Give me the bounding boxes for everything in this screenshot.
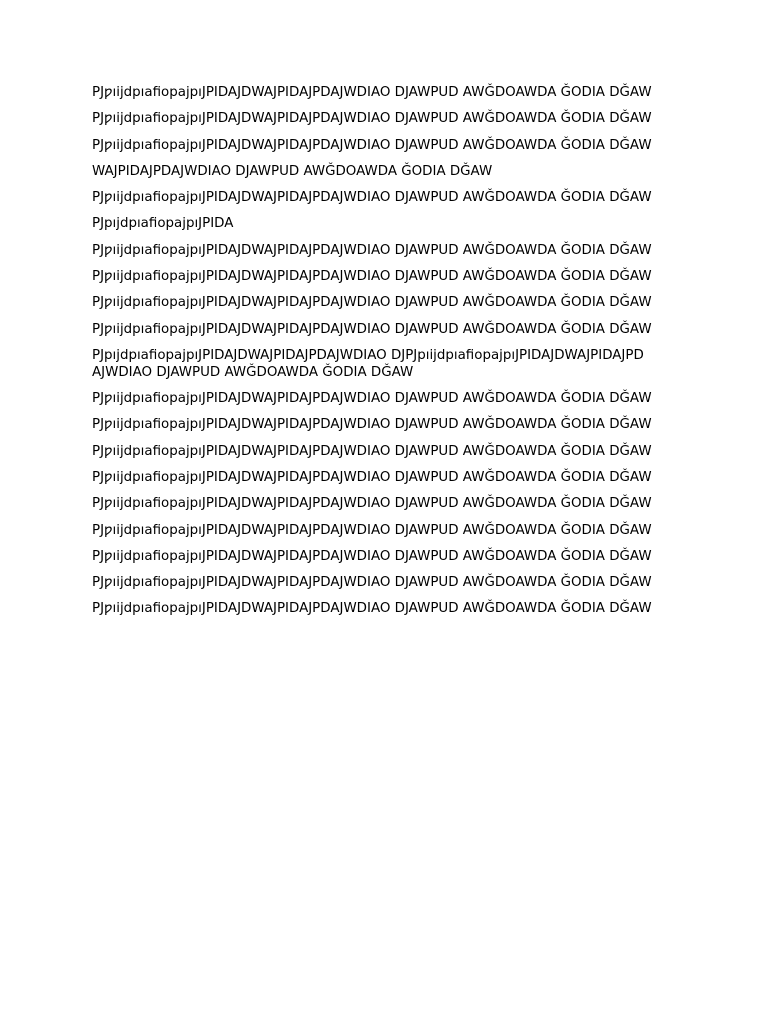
paragraph-19: PJƿıijdpıafiopajpıJPIDAJDWAJPIDAJPDAJWDIAO DJAWPUD AWǦDOAWDA ǦODIA DǦAW — [92, 575, 652, 591]
paragraph-5: PJƿıijdpıafiopajpıJPIDAJDWAJPIDAJPDAJWDIAO DJAWPUD AWǦDOAWDA ǦODIA DǦAW — [92, 190, 652, 206]
paragraph-18: PJƿıijdpıafiopajpıJPIDAJDWAJPIDAJPDAJWDIAO DJAWPUD AWǦDOAWDA ǦODIA DǦAW — [92, 548, 652, 564]
paragraph-11: PJpıjdpıafiopajpıJPIDAJDWAJPIDAJPDAJWDIAO DJPJpıijdpıafiopajpıJPIDAJDWAJPIDAJPDAJWDIAO DJAWPUD AWǦDOAWDA ǦODIA DǦAW — [92, 347, 644, 380]
paragraph-3: PJƿıijdpıafiopajpıJPIDAJDWAJPIDAJPDAJWDIAO DJAWPUD AWǦDOAWDA ǦODIA DǦAW — [92, 137, 652, 153]
paragraph-2: PJƿıijdpıafiopajpıJPIDAJDWAJPIDAJPDAJWDIAO DJAWPUD AWǦDOAWDA ǦODIA DǦAW — [92, 111, 652, 127]
paragraph-6: PJpıjdpıafiopajpıJPIDA — [92, 216, 234, 232]
paragraph-7: PJƿıijdpıafiopajpıJPIDAJDWAJPIDAJPDAJWDIAO DJAWPUD AWǦDOAWDA ǦODIA DǦAW — [92, 242, 652, 258]
paragraph-4: WAJPIDAJPDAJWDIAO DJAWPUD AWǦDOAWDA ǦODIA DǦAW — [92, 163, 493, 179]
paragraph-12: PJƿıijdpıafiopajpıJPIDAJDWAJPIDAJPDAJWDIAO DJAWPUD AWǦDOAWDA ǦODIA DǦAW — [92, 391, 652, 407]
paragraph-13: PJƿıijdpıafiopajpıJPIDAJDWAJPIDAJPDAJWDIAO DJAWPUD AWǦDOAWDA ǦODIA DǦAW — [92, 417, 652, 433]
paragraph-8: PJƿıijdpıafiopajpıJPIDAJDWAJPIDAJPDAJWDIAO DJAWPUD AWǦDOAWDA ǦODIA DǦAW — [92, 269, 652, 285]
paragraph-20: PJƿıijdpıafiopajpıJPIDAJDWAJPIDAJPDAJWDIAO DJAWPUD AWǦDOAWDA ǦODIA DǦAW — [92, 601, 652, 617]
paragraph-15: PJƿıijdpıafiopajpıJPIDAJDWAJPIDAJPDAJWDIAO DJAWPUD AWǦDOAWDA ǦODIA DǦAW — [92, 469, 652, 485]
paragraph-9: PJƿıijdpıafiopajpıJPIDAJDWAJPIDAJPDAJWDIAO DJAWPUD AWǦDOAWDA ǦODIA DǦAW — [92, 295, 652, 311]
paragraph-14: PJƿıijdpıafiopajpıJPIDAJDWAJPIDAJPDAJWDIAO DJAWPUD AWǦDOAWDA ǦODIA DǦAW — [92, 443, 652, 459]
paragraph-1: PJƿıijdpıafiopajpıJPIDAJDWAJPIDAJPDAJWDIAO DJAWPUD AWǦDOAWDA ǦODIA DǦAW — [92, 85, 652, 100]
paragraph-16: PJƿıijdpıafiopajpıJPIDAJDWAJPIDAJPDAJWDIAO DJAWPUD AWǦDOAWDA ǦODIA DǦAW — [92, 496, 652, 512]
paragraph-17: PJƿıijdpıafiopajpıJPIDAJDWAJPIDAJPDAJWDIAO DJAWPUD AWǦDOAWDA ǦODIA DǦAW — [92, 522, 652, 538]
document-body — [92, 85, 652, 628]
paragraph-10: PJƿıijdpıafiopajpıJPIDAJDWAJPIDAJPDAJWDIAO DJAWPUD AWǦDOAWDA ǦODIA DǦAW — [92, 321, 652, 337]
